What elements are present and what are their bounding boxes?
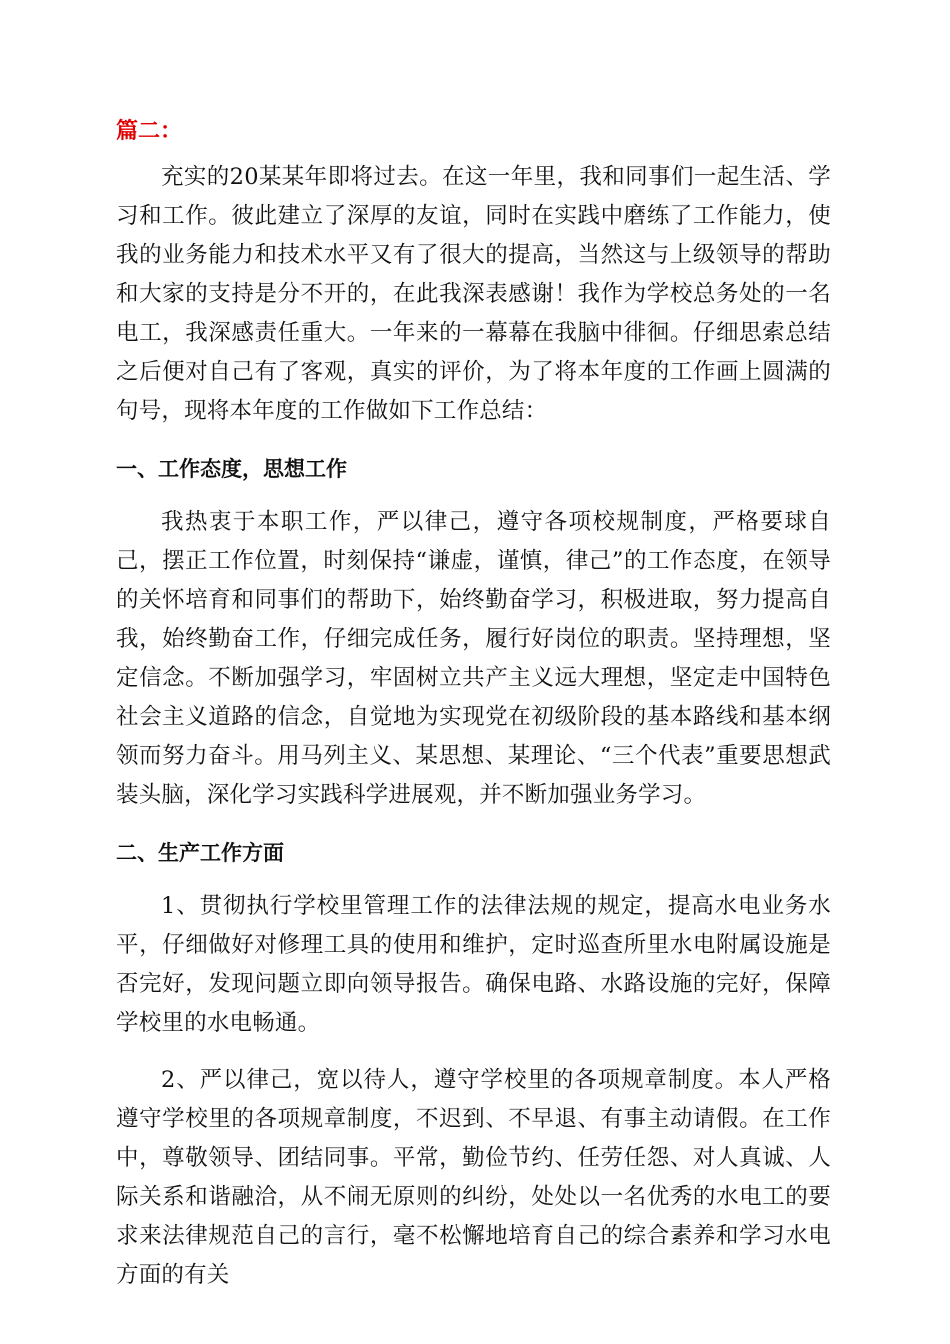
- section2-item-1: 1、贯彻执行学校里管理工作的法律法规的规定，提高水电业务水平，仔细做好对修理工具的使用和维护，定时巡查所里水电附属设施是否完好，发现问题立即向领导报告。确保电路、水路设施的完好，保障学校里的水电畅通。: [116, 893, 831, 1036]
- document-title: 篇二：: [116, 119, 183, 144]
- section2-item-2: 2、严以律己，宽以待人，遵守学校里的各项规章制度。本人严格遵守学校里的各项规章制度，不迟到、不早退、有事主动请假。在工作中，尊敬领导、团结同事。平常，勤俭节约、任劳任怨、对人真诚、人际关系和谐融洽，从不闹无原则的纠纷，处处以一名优秀的水电工的要求来法律规范自己的言行，毫不松懈地培育自己的综合素养和学习水电方面的有关: [116, 1067, 831, 1288]
- intro-paragraph: 充实的20某某年即将过去。在这一年里，我和同事们一起生活、学习和工作。彼此建立了深厚的友谊，同时在实践中磨练了工作能力，使我的业务能力和技术水平又有了很大的提高，当然这与上级领导的帮助和大家的支持是分不开的，在此我深表感谢！我作为学校总务处的一名电工，我深感责任重大。一年来的一幕幕在我脑中徘徊。仔细思索总结之后便对自己有了客观，真实的评价，为了将本年度的工作画上圆满的句号，现将本年度的工作做如下工作总结：: [116, 164, 831, 424]
- section1-paragraph: 我热衷于本职工作，严以律己，遵守各项校规制度，严格要球自己，摆正工作位置，时刻保持“谦虚，谨慎，律己”的工作态度，在领导的关怀培育和同事们的帮助下，始终勤奋学习，积极进取，努力提高自我，始终勤奋工作，仔细完成任务，履行好岗位的职责。坚持理想，坚定信念。不断加强学习，牢固树立共产主义远大理想，坚定走中国特色社会主义道路的信念，自觉地为实现党在初级阶段的基本路线和基本纲领而努力奋斗。用马列主义、某思想、某理论、“三个代表”重要思想武装头脑，深化学习实践科学进展观，并不断加强业务学习。: [116, 509, 831, 808]
- document-body: [116, 112, 831, 1295]
- section2-heading: 二、生产工作方面: [116, 841, 284, 865]
- section1-heading: 一、工作态度，思想工作: [116, 457, 347, 481]
